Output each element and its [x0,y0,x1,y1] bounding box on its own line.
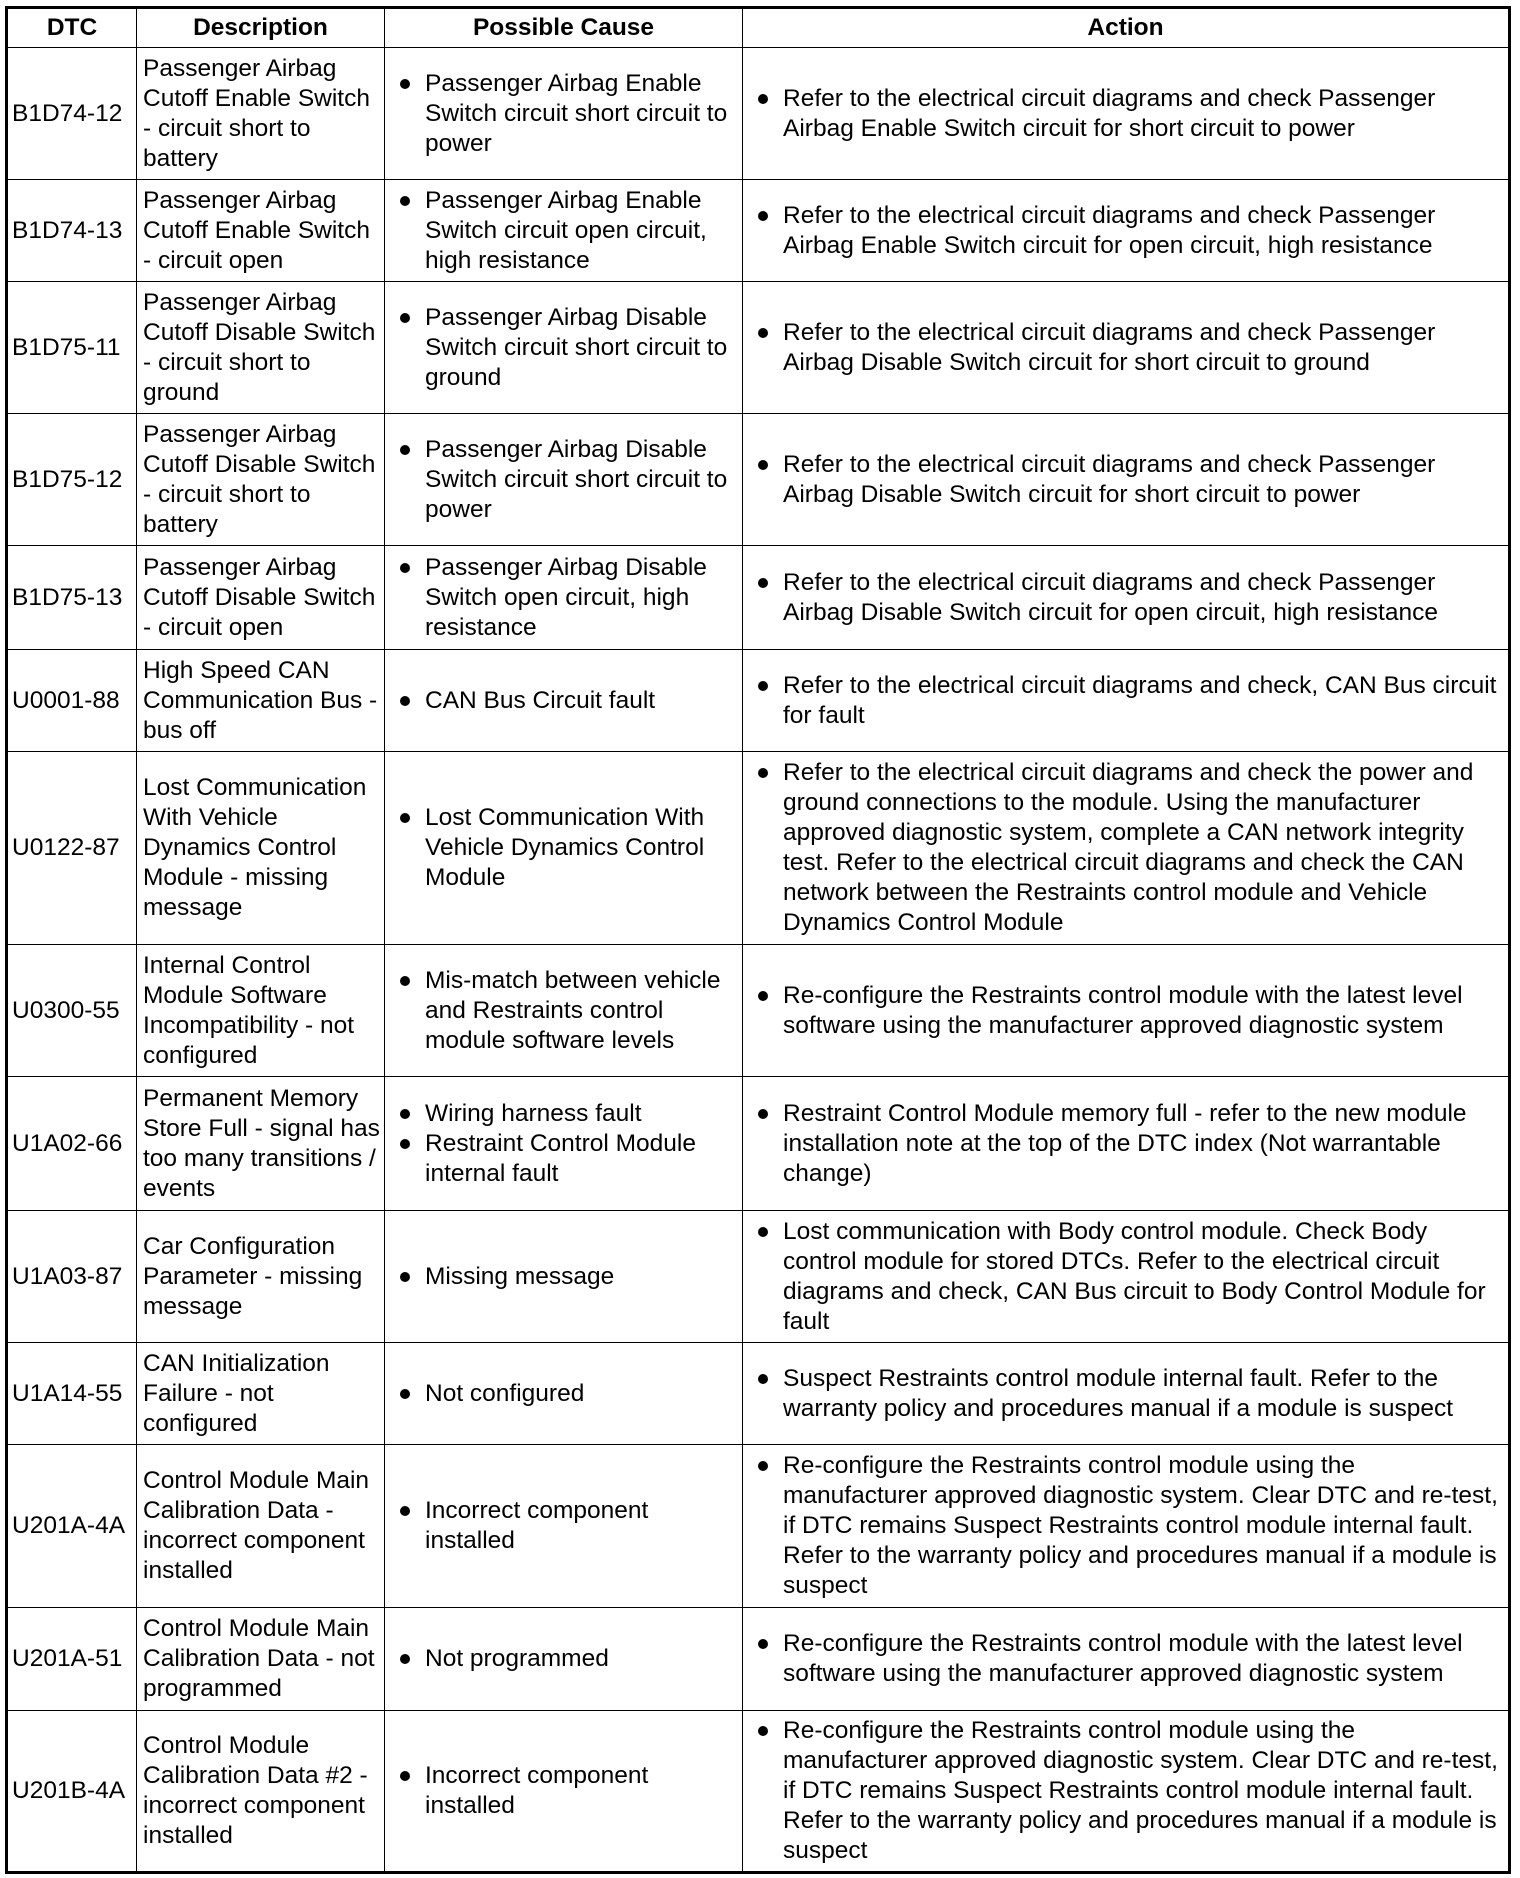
dtc-code: U201A-4A [7,1445,137,1608]
dtc-code: U1A03-87 [7,1211,137,1343]
dtc-code: U1A02-66 [7,1077,137,1211]
dtc-code: U201B-4A [7,1711,137,1873]
cause-item: Missing message [389,1262,738,1292]
possible-cause [385,1608,743,1711]
cause-item: Wiring harness fault [389,1099,738,1129]
action [743,1445,1510,1608]
header-row [7,8,1510,48]
dtc-code: U0300-55 [7,945,137,1077]
table-row [7,1608,1510,1711]
dtc-code: B1D75-13 [7,546,137,650]
header-dtc: DTC [7,8,137,48]
table-body [7,48,1510,1873]
cause-item: Incorrect component installed [389,1761,738,1821]
cause-item: CAN Bus Circuit fault [389,686,738,716]
action [743,945,1510,1077]
cause-item: Passenger Airbag Enable Switch circuit open circuit, high resistance [389,186,738,276]
possible-cause [385,1211,743,1343]
action-item: Refer to the electrical circuit diagrams and check, CAN Bus circuit for fault [747,671,1504,731]
dtc-code: U0122-87 [7,752,137,945]
dtc-description: Passenger Airbag Cutoff Disable Switch - circuit short to ground [137,282,385,414]
dtc-description: Permanent Memory Store Full - signal has too many transitions / events [137,1077,385,1211]
table-row [7,48,1510,180]
dtc-description: Control Module Main Calibration Data - incorrect component installed [137,1445,385,1608]
action-item: Re-configure the Restraints control module using the manufacturer approved diagnostic system. Clear DTC and re-test, if DTC remains Suspect Restraints control module internal fault. Refer to the warranty policy and procedures manual if a module is suspect [747,1716,1504,1866]
dtc-description: Car Configuration Parameter - missing message [137,1211,385,1343]
dtc-code: U0001-88 [7,650,137,752]
dtc-description: Internal Control Module Software Incompatibility - not configured [137,945,385,1077]
table-row [7,414,1510,546]
table-row [7,752,1510,945]
action-item: Re-configure the Restraints control module with the latest level software using the manufacturer approved diagnostic system [747,981,1504,1041]
table-row [7,1077,1510,1211]
dtc-description: Passenger Airbag Cutoff Disable Switch - circuit short to battery [137,414,385,546]
action-item: Restraint Control Module memory full - refer to the new module installation note at the top of the DTC index (Not warrantable change) [747,1099,1504,1189]
table-row [7,1343,1510,1445]
cause-item: Restraint Control Module internal fault [389,1129,738,1189]
table-row [7,1211,1510,1343]
action-item: Refer to the electrical circuit diagrams and check the power and ground connections to the module. Using the manufacturer approved diagnostic system, complete a CAN network integrity test. Refer to the electrical circuit diagrams and check the CAN network between the Restraints control module and Vehicle Dynamics Control Module [747,758,1504,938]
table-row [7,945,1510,1077]
action-item: Refer to the electrical circuit diagrams and check Passenger Airbag Enable Switch circuit for open circuit, high resistance [747,201,1504,261]
possible-cause [385,1343,743,1445]
header-action: Action [743,8,1510,48]
dtc-description: Control Module Main Calibration Data - not programmed [137,1608,385,1711]
table-row [7,180,1510,282]
header-description: Description [137,8,385,48]
table-row [7,1711,1510,1873]
action-item: Re-configure the Restraints control module with the latest level software using the manufacturer approved diagnostic system [747,1629,1504,1689]
action [743,1077,1510,1211]
action [743,414,1510,546]
cause-item: Passenger Airbag Disable Switch open circuit, high resistance [389,553,738,643]
possible-cause [385,752,743,945]
dtc-code: B1D75-11 [7,282,137,414]
cause-item: Passenger Airbag Enable Switch circuit short circuit to power [389,69,738,159]
cause-item: Not configured [389,1379,738,1409]
action-item: Refer to the electrical circuit diagrams and check Passenger Airbag Disable Switch circuit for short circuit to power [747,450,1504,510]
dtc-description: High Speed CAN Communication Bus - bus off [137,650,385,752]
dtc-code: B1D75-12 [7,414,137,546]
cause-item: Passenger Airbag Disable Switch circuit short circuit to power [389,435,738,525]
action [743,752,1510,945]
dtc-code: U1A14-55 [7,1343,137,1445]
header-possible-cause: Possible Cause [385,8,743,48]
cause-item: Mis-match between vehicle and Restraints control module software levels [389,966,738,1056]
table-row [7,650,1510,752]
dtc-code: U201A-51 [7,1608,137,1711]
action-item: Lost communication with Body control module. Check Body control module for stored DTCs. Refer to the electrical circuit diagrams and check, CAN Bus circuit to Body Control Module for fault [747,1217,1504,1337]
action-item: Refer to the electrical circuit diagrams and check Passenger Airbag Enable Switch circuit for short circuit to power [747,84,1504,144]
dtc-description: CAN Initialization Failure - not configured [137,1343,385,1445]
action-item: Refer to the electrical circuit diagrams and check Passenger Airbag Disable Switch circuit for short circuit to ground [747,318,1504,378]
dtc-description: Passenger Airbag Cutoff Enable Switch - circuit open [137,180,385,282]
possible-cause [385,1445,743,1608]
possible-cause [385,414,743,546]
action [743,48,1510,180]
table-row [7,282,1510,414]
dtc-table [5,6,1511,1874]
dtc-description: Control Module Calibration Data #2 - incorrect component installed [137,1711,385,1873]
dtc-description: Passenger Airbag Cutoff Enable Switch - circuit short to battery [137,48,385,180]
dtc-code: B1D74-12 [7,48,137,180]
table-row [7,546,1510,650]
possible-cause [385,282,743,414]
possible-cause [385,546,743,650]
action [743,1211,1510,1343]
cause-item: Lost Communication With Vehicle Dynamics Control Module [389,803,738,893]
action [743,180,1510,282]
possible-cause [385,650,743,752]
action-item: Re-configure the Restraints control module using the manufacturer approved diagnostic system. Clear DTC and re-test, if DTC remains Suspect Restraints control module internal fault. Refer to the warranty policy and procedures manual if a module is suspect [747,1451,1504,1601]
action-item: Suspect Restraints control module internal fault. Refer to the warranty policy and procedures manual if a module is suspect [747,1364,1504,1424]
action [743,1608,1510,1711]
possible-cause [385,945,743,1077]
possible-cause [385,48,743,180]
action [743,1343,1510,1445]
possible-cause [385,180,743,282]
action [743,282,1510,414]
dtc-description: Lost Communication With Vehicle Dynamics Control Module - missing message [137,752,385,945]
cause-item: Not programmed [389,1644,738,1674]
table-row [7,1445,1510,1608]
action-item: Refer to the electrical circuit diagrams and check Passenger Airbag Disable Switch circuit for open circuit, high resistance [747,568,1504,628]
cause-item: Passenger Airbag Disable Switch circuit short circuit to ground [389,303,738,393]
dtc-description: Passenger Airbag Cutoff Disable Switch - circuit open [137,546,385,650]
action [743,546,1510,650]
action [743,1711,1510,1873]
dtc-code: B1D74-13 [7,180,137,282]
action [743,650,1510,752]
possible-cause [385,1711,743,1873]
possible-cause [385,1077,743,1211]
cause-item: Incorrect component installed [389,1496,738,1556]
